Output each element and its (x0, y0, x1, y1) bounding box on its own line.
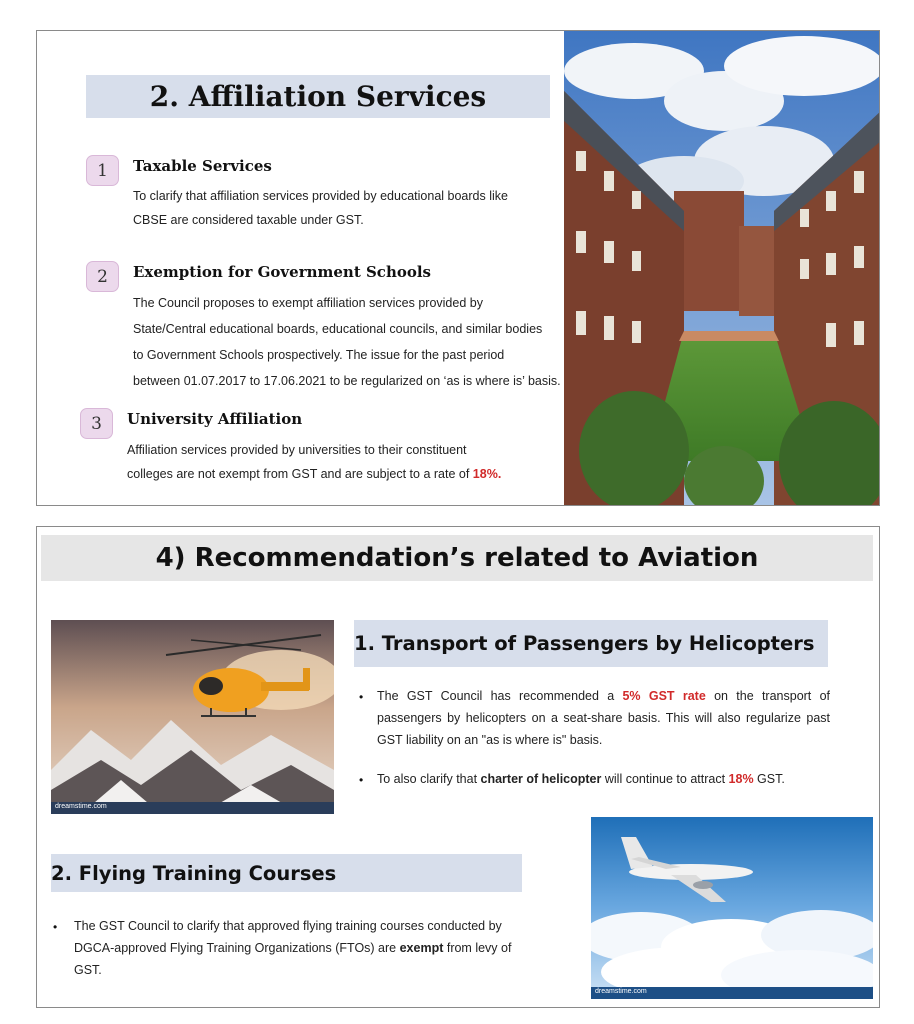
helicopter-photo (51, 620, 334, 814)
airplane-photo (591, 817, 873, 999)
bullet-dot: • (359, 773, 364, 787)
item-text-line: Affiliation services provided by universities to their constituent (127, 443, 467, 457)
bullet-line: GST. (74, 963, 102, 977)
text-segment: will continue to attract (601, 772, 729, 786)
item-heading-university-affiliation: University Affiliation (127, 410, 303, 428)
item-heading-taxable-services: Taxable Services (133, 157, 272, 175)
text-segment: To also clarify that (377, 772, 481, 786)
item-text-line: State/Central educational boards, educational councils, and similar bodies (133, 322, 543, 336)
item-text-line: between 01.07.2017 to 17.06.2021 to be regularized on ‘as is where is’ basis. (133, 374, 561, 388)
number-badge-3: 3 (80, 408, 113, 439)
item-text-line: To clarify that affiliation services provided by educational boards like (133, 189, 508, 203)
text-segment: on the transport of (705, 689, 830, 703)
rate-highlight: 18% (728, 772, 754, 786)
bullet-line (377, 772, 785, 786)
bullet-line: The GST Council to clarify that approved flying training courses conducted by (74, 919, 502, 933)
text-segment: The GST Council has recommended a (377, 689, 623, 703)
item-text-line: CBSE are considered taxable under GST. (133, 213, 364, 227)
bullet-line (74, 941, 511, 955)
bullet-line: GST liability on an "as is where is" basis. (377, 733, 603, 747)
slide-aviation (36, 526, 880, 1008)
slide-title: 4) Recommendation’s related to Aviation (155, 543, 759, 573)
item-heading-exemption: Exemption for Government Schools (133, 263, 432, 281)
bold-term: exempt (399, 941, 444, 955)
text-segment: GST. (753, 772, 785, 786)
slide-title: 2. Affiliation Services (149, 80, 487, 113)
watermark-text: dreamstime.com (55, 803, 107, 810)
item-text-line: The Council proposes to exempt affiliation services provided by (133, 296, 483, 310)
section-title-helicopters: 1. Transport of Passengers by Helicopters (354, 632, 815, 655)
watermark-text: dreamstime.com (595, 988, 647, 995)
bullet-line: passengers by helicopters on a seat-share basis. This will also regularize past (377, 711, 830, 725)
item-text-line (127, 467, 501, 481)
item-text-line: to Government Schools prospectively. The issue for the past period (133, 348, 505, 362)
text-segment: colleges are not exempt from GST and are subject to a rate of (127, 467, 473, 481)
number-badge-2: 2 (86, 261, 119, 292)
bold-term: charter of helicopter (480, 772, 602, 786)
bullet-dot: • (359, 690, 364, 704)
rate-highlight: 18%. (472, 467, 502, 481)
text-segment: DGCA-approved Flying Training Organizations (FTOs) are (74, 941, 400, 955)
number-badge-1: 1 (86, 155, 119, 186)
section-title-flying-training: 2. Flying Training Courses (51, 862, 337, 885)
bullet-dot: • (53, 920, 58, 934)
rate-highlight: 5% GST rate (622, 689, 706, 703)
title-bar (41, 535, 873, 581)
campus-courtyard-photo (564, 31, 880, 506)
slide-affiliation-services (36, 30, 880, 506)
bullet-line (377, 689, 830, 703)
text-segment: from levy of (443, 941, 512, 955)
title-bar (86, 75, 550, 118)
